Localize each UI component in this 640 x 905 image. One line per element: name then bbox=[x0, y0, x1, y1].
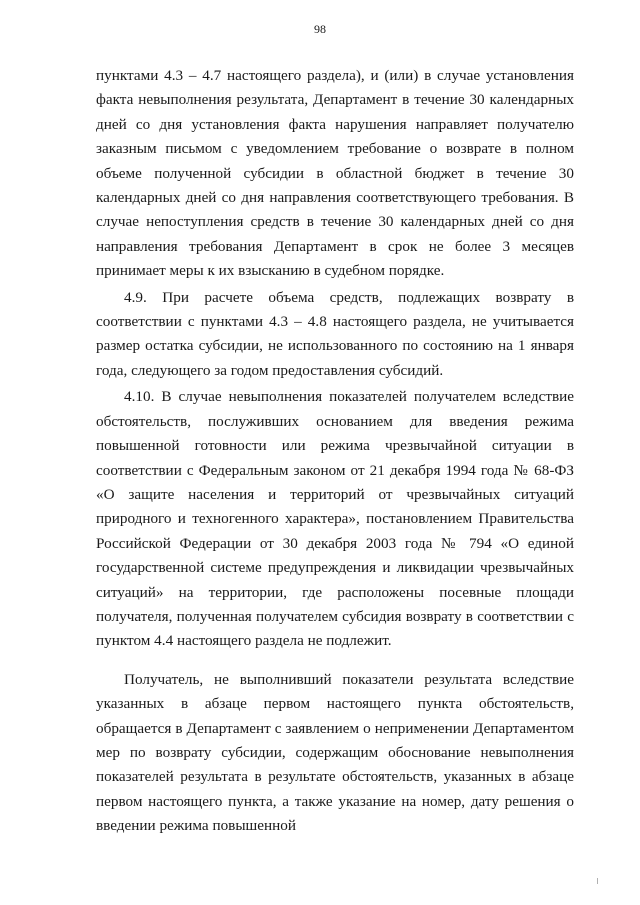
paragraph-recipient: Получатель, не выполнивший показатели результата вследствие указанных в абзаце первом настоящего пункта обстоятельств, обращается в Департамент с заявлением о неприменении Департаментом мер по возврату субсидии, содержащим обоснование невыполнения показателей результата в результате обстоятельств, указанных в абзаце первом настоящего пункта, а также указание на номер, дату решения о введении режима повышенной bbox=[96, 670, 574, 835]
paragraph-4-9: 4.9. При расчете объема средств, подлежащих возврату в соответствии с пунктами 4.3 – 4.8 настоящего раздела, не учитывается размер остатка субсидии, не использованного по состоянию на 1 января года, следующего за годом предоставления субсидий. bbox=[96, 288, 574, 379]
paragraph-4-10: 4.10. В случае невыполнения показателей получателем вследствие обстоятельств, послуживших основанием для введения режима повышенной готовности или режима чрезвычайной ситуации в соответствии с Федеральным законом от 21 декабря 1994 года № 68-ФЗ «О защите населения и территорий от чрезвычайных ситуаций природного и техногенного характера», постановлением Правительства Российской Федерации от 30 декабря 2003 года № 794 «О единой государственной системе предупреждения и ликвидации чрезвычайных ситуаций» на территории, где расположены посевные площади получателя, полученная получателем субсидия возврату в соответствии с пунктом 4.4 настоящего раздела не подлежит. bbox=[96, 388, 574, 650]
page-number: 98 bbox=[314, 22, 326, 36]
document-body bbox=[96, 64, 574, 839]
paragraph-continuation: пунктами 4.3 – 4.7 настоящего раздела), и (или) в случае установления факта невыполнения результата, Департамент в течение 30 календарных дней со дня установления факта нарушения направляет получателю заказным письмом с уведомлением требование о возврате в полном объеме полученной субсидии в областной бюджет в течение 30 календарных дней со дня направления соответствующего требования. В случае непоступления средств в течение 30 календарных дней со дня направления требования Департамент в срок не более 3 месяцев принимает меры к их взысканию в судебном порядке. bbox=[96, 67, 574, 280]
scan-edge-mark bbox=[597, 878, 598, 884]
